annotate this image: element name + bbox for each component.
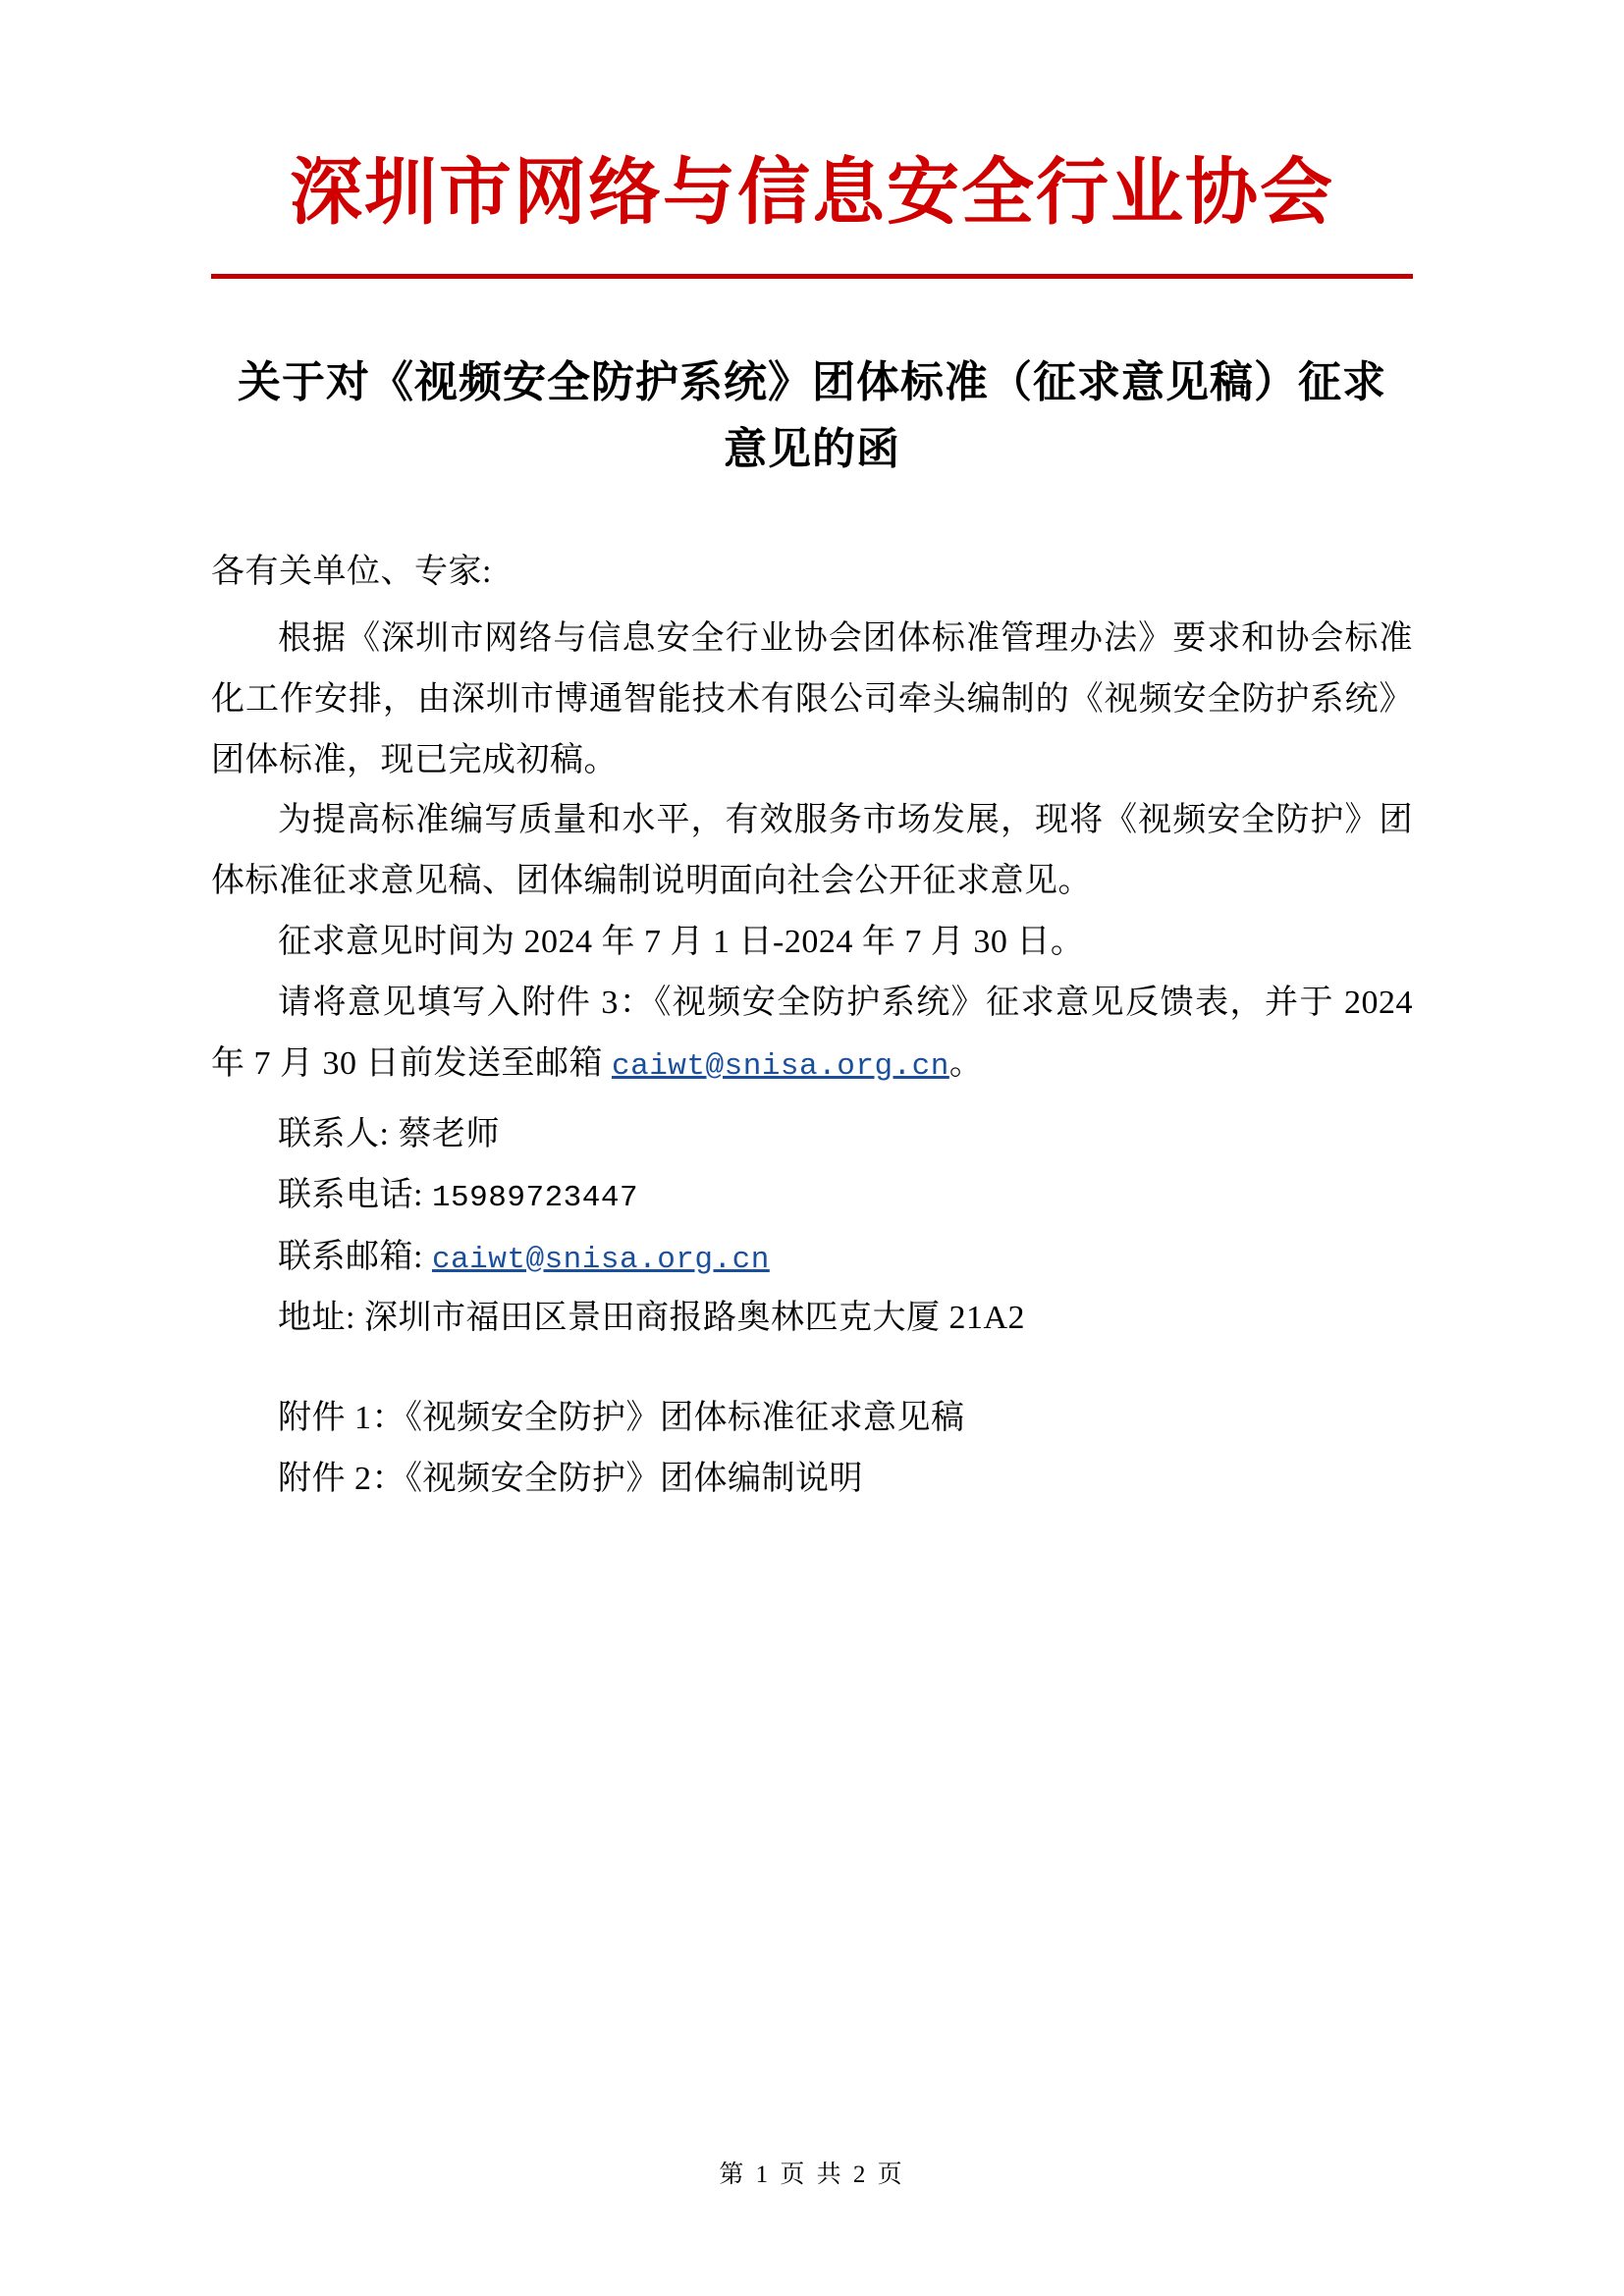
contact-email-link[interactable]: caiwt@snisa.org.cn [431, 1242, 770, 1277]
body-paragraph-1: 根据《深圳市网络与信息安全行业协会团体标准管理办法》要求和协会标准化工作安排，由深圳市博通智能技术有限公司牵头编制的《视频安全防护系统》团体标准，现已完成初稿。 [211, 619, 1413, 778]
contact-email-label: 联系邮箱: [278, 1238, 423, 1275]
attachment-item-2: 附件 2：《视频安全防护》团体编制说明 [278, 1460, 863, 1497]
contact-phone-line [211, 1165, 1413, 1226]
letterhead [211, 147, 1413, 279]
spacer [211, 1349, 1413, 1388]
submission-instruction [211, 973, 1413, 1095]
contact-person-label: 联系人: [278, 1116, 390, 1153]
comment-period-line: 征求意见时间为 2024 年 7 月 1 日-2024 年 7 月 30 日。 [278, 924, 1085, 961]
letterhead-organization-name: 深圳市网络与信息安全行业协会 [290, 151, 1334, 233]
contact-phone-value: 15989723447 [431, 1181, 639, 1216]
contact-email-line [211, 1227, 1413, 1288]
document-body [211, 542, 1413, 1510]
contact-person-value: 蔡老师 [398, 1116, 500, 1153]
contact-address-label: 地址: [278, 1299, 355, 1336]
body-paragraph-2: 为提高标准编写质量和水平，有效服务市场发展，现将《视频安全防护》团体标准征求意见稿、团体编制说明面向社会公开征求意见。 [211, 802, 1413, 900]
submission-instruction-text: 请将意见填写入附件 3：《视频安全防护系统》征求意见反馈表，并于 2024 年 7 月 30 日前发送至邮箱 [211, 985, 1413, 1082]
salutation: 各有关单位、专家: [211, 553, 492, 590]
letterhead-divider [211, 274, 1413, 279]
page-footer: 第 1 页 共 2 页 [719, 2162, 905, 2188]
attachment-item-1: 附件 1：《视频安全防护》团体标准征求意见稿 [278, 1399, 965, 1436]
page-title: 关于对《视频安全防护系统》团体标准（征求意见稿）征求意见的函 [238, 357, 1386, 473]
submission-instruction-suffix: 。 [948, 1044, 984, 1082]
spacer [211, 1095, 1413, 1104]
contact-phone-label: 联系电话: [278, 1177, 423, 1214]
submission-email-link[interactable]: caiwt@snisa.org.cn [612, 1048, 949, 1084]
contact-address-value: 深圳市福田区景田商报路奥林匹克大厦 21A2 [363, 1299, 1026, 1336]
contact-address-line [211, 1288, 1413, 1349]
contact-person-line [211, 1104, 1413, 1165]
